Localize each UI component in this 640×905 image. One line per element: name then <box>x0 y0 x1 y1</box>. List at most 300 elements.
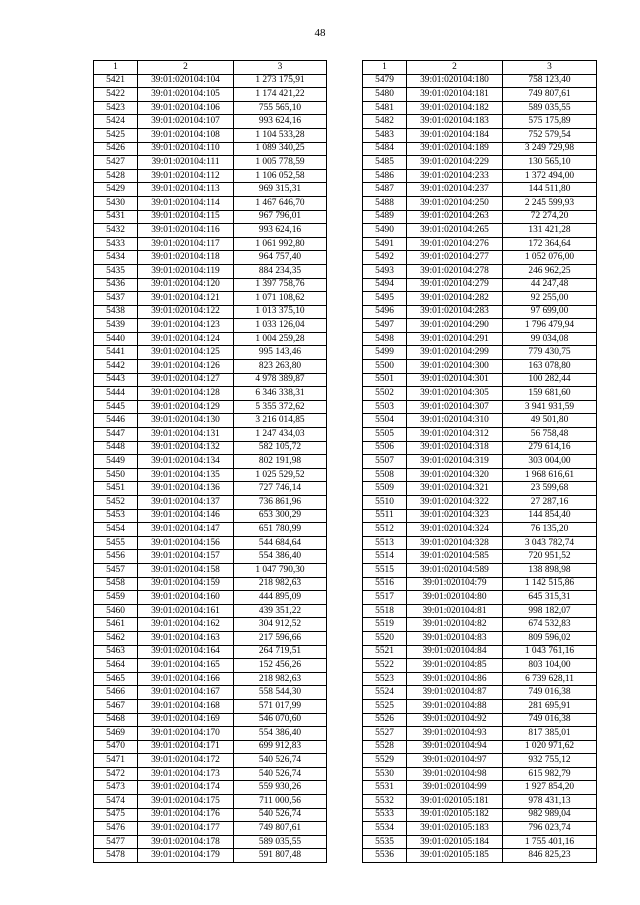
cadastral-number-cell: 39:01:020104:301 <box>407 373 503 387</box>
value-cell: 540 526,74 <box>234 754 327 768</box>
cadastral-number-cell: 39:01:020104:237 <box>407 183 503 197</box>
table-row <box>363 849 597 863</box>
row-number-cell: 5438 <box>94 305 138 319</box>
value-cell: 72 274,20 <box>503 210 597 224</box>
cadastral-number-cell: 39:01:020104:105 <box>138 88 234 102</box>
table-row <box>363 740 597 754</box>
cadastral-number-cell: 39:01:020104:110 <box>138 142 234 156</box>
value-cell: 554 386,40 <box>234 550 327 564</box>
row-number-cell: 5472 <box>94 767 138 781</box>
value-cell: 6 739 628,11 <box>503 672 597 686</box>
cadastral-number-cell: 39:01:020104:165 <box>138 659 234 673</box>
value-cell: 1 061 992,80 <box>234 237 327 251</box>
row-number-cell: 5496 <box>363 305 407 319</box>
row-number-cell: 5469 <box>94 727 138 741</box>
cadastral-number-cell: 39:01:020104:171 <box>138 740 234 754</box>
table-row <box>94 849 327 863</box>
value-cell: 727 746,14 <box>234 482 327 496</box>
cadastral-number-cell: 39:01:020104:99 <box>407 781 503 795</box>
value-cell: 1 755 401,16 <box>503 835 597 849</box>
row-number-cell: 5431 <box>94 210 138 224</box>
value-cell: 444 895,09 <box>234 591 327 605</box>
cadastral-number-cell: 39:01:020104:122 <box>138 305 234 319</box>
value-cell: 131 421,28 <box>503 224 597 238</box>
table-row <box>94 428 327 442</box>
row-number-cell: 5524 <box>363 686 407 700</box>
table-row <box>94 332 327 346</box>
value-cell: 884 234,35 <box>234 264 327 278</box>
value-cell: 546 070,60 <box>234 713 327 727</box>
row-number-cell: 5530 <box>363 767 407 781</box>
value-cell: 699 912,83 <box>234 740 327 754</box>
table-row <box>363 237 597 251</box>
value-cell: 993 624,16 <box>234 115 327 129</box>
value-cell: 1 273 175,91 <box>234 74 327 88</box>
row-number-cell: 5466 <box>94 686 138 700</box>
cadastral-number-cell: 39:01:020104:184 <box>407 128 503 142</box>
table-row <box>94 441 327 455</box>
value-cell: 752 579,54 <box>503 128 597 142</box>
row-number-cell: 5511 <box>363 509 407 523</box>
table-row <box>94 292 327 306</box>
table-row <box>94 278 327 292</box>
row-number-cell: 5422 <box>94 88 138 102</box>
cadastral-number-cell: 39:01:020104:156 <box>138 536 234 550</box>
table-row <box>363 468 597 482</box>
table-row <box>94 482 327 496</box>
table-left <box>93 60 327 863</box>
table-row <box>363 101 597 115</box>
value-cell: 3 043 782,74 <box>503 536 597 550</box>
row-number-cell: 5514 <box>363 550 407 564</box>
row-number-cell: 5441 <box>94 346 138 360</box>
table-row <box>363 400 597 414</box>
table-row <box>363 169 597 183</box>
cadastral-number-cell: 39:01:020104:117 <box>138 237 234 251</box>
row-number-cell: 5471 <box>94 754 138 768</box>
table-row <box>363 115 597 129</box>
table-row <box>363 332 597 346</box>
cadastral-number-cell: 39:01:020104:189 <box>407 142 503 156</box>
row-number-cell: 5528 <box>363 740 407 754</box>
cadastral-number-cell: 39:01:020104:129 <box>138 400 234 414</box>
row-number-cell: 5523 <box>363 672 407 686</box>
table-row <box>94 74 327 88</box>
row-number-cell: 5536 <box>363 849 407 863</box>
row-number-cell: 5529 <box>363 754 407 768</box>
table-row <box>363 496 597 510</box>
value-cell: 144 511,80 <box>503 183 597 197</box>
value-cell: 264 719,51 <box>234 645 327 659</box>
cadastral-number-cell: 39:01:020104:107 <box>138 115 234 129</box>
row-number-cell: 5450 <box>94 468 138 482</box>
row-number-cell: 5492 <box>363 251 407 265</box>
cadastral-number-cell: 39:01:020104:182 <box>407 101 503 115</box>
value-cell: 749 016,38 <box>503 686 597 700</box>
cadastral-number-cell: 39:01:020105:184 <box>407 835 503 849</box>
table-row <box>94 387 327 401</box>
row-number-cell: 5432 <box>94 224 138 238</box>
row-number-cell: 5516 <box>363 577 407 591</box>
value-cell: 3 216 014,85 <box>234 414 327 428</box>
value-cell: 159 681,60 <box>503 387 597 401</box>
value-cell: 3 941 931,59 <box>503 400 597 414</box>
cadastral-number-cell: 39:01:020105:185 <box>407 849 503 863</box>
value-cell: 582 105,72 <box>234 441 327 455</box>
cadastral-number-cell: 39:01:020104:176 <box>138 808 234 822</box>
row-number-cell: 5436 <box>94 278 138 292</box>
value-cell: 1 927 854,20 <box>503 781 597 795</box>
cadastral-number-cell: 39:01:020104:92 <box>407 713 503 727</box>
value-cell: 591 807,48 <box>234 849 327 863</box>
row-number-cell: 5421 <box>94 74 138 88</box>
table-row <box>94 699 327 713</box>
row-number-cell: 5429 <box>94 183 138 197</box>
row-number-cell: 5521 <box>363 645 407 659</box>
cadastral-number-cell: 39:01:020104:114 <box>138 196 234 210</box>
table-row <box>94 523 327 537</box>
cadastral-number-cell: 39:01:020104:157 <box>138 550 234 564</box>
row-number-cell: 5445 <box>94 400 138 414</box>
table-row <box>94 659 327 673</box>
cadastral-number-cell: 39:01:020104:324 <box>407 523 503 537</box>
cadastral-number-cell: 39:01:020104:310 <box>407 414 503 428</box>
value-cell: 97 699,00 <box>503 305 597 319</box>
cadastral-number-cell: 39:01:020104:168 <box>138 699 234 713</box>
row-number-cell: 5447 <box>94 428 138 442</box>
table-row <box>363 74 597 88</box>
value-cell: 558 544,30 <box>234 686 327 700</box>
cadastral-number-cell: 39:01:020104:130 <box>138 414 234 428</box>
value-cell: 281 695,91 <box>503 699 597 713</box>
row-number-cell: 5503 <box>363 400 407 414</box>
value-cell: 246 962,25 <box>503 264 597 278</box>
row-number-cell: 5451 <box>94 482 138 496</box>
table-row <box>94 822 327 836</box>
row-number-cell: 5463 <box>94 645 138 659</box>
row-number-cell: 5506 <box>363 441 407 455</box>
row-number-cell: 5462 <box>94 631 138 645</box>
cadastral-number-cell: 39:01:020104:134 <box>138 455 234 469</box>
cadastral-number-cell: 39:01:020104:159 <box>138 577 234 591</box>
table-row <box>94 115 327 129</box>
cadastral-number-cell: 39:01:020104:175 <box>138 795 234 809</box>
value-cell: 720 951,52 <box>503 550 597 564</box>
row-number-cell: 5468 <box>94 713 138 727</box>
value-cell: 1 142 515,86 <box>503 577 597 591</box>
table-row <box>363 523 597 537</box>
cadastral-number-cell: 39:01:020104:162 <box>138 618 234 632</box>
table-row <box>94 169 327 183</box>
row-number-cell: 5488 <box>363 196 407 210</box>
cadastral-number-cell: 39:01:020104:116 <box>138 224 234 238</box>
table-row <box>94 373 327 387</box>
value-cell: 995 143,46 <box>234 346 327 360</box>
value-cell: 5 355 372,62 <box>234 400 327 414</box>
table-row <box>363 808 597 822</box>
row-number-cell: 5522 <box>363 659 407 673</box>
cadastral-number-cell: 39:01:020104:278 <box>407 264 503 278</box>
row-number-cell: 5508 <box>363 468 407 482</box>
value-cell: 967 796,01 <box>234 210 327 224</box>
value-cell: 964 757,40 <box>234 251 327 265</box>
table-right <box>362 60 597 863</box>
cadastral-number-cell: 39:01:020104:307 <box>407 400 503 414</box>
value-cell: 172 364,64 <box>503 237 597 251</box>
value-cell: 138 898,98 <box>503 563 597 577</box>
value-cell: 802 191,98 <box>234 455 327 469</box>
cadastral-number-cell: 39:01:020104:108 <box>138 128 234 142</box>
row-number-cell: 5449 <box>94 455 138 469</box>
cadastral-number-cell: 39:01:020104:265 <box>407 224 503 238</box>
row-number-cell: 5446 <box>94 414 138 428</box>
cadastral-number-cell: 39:01:020104:320 <box>407 468 503 482</box>
row-number-cell: 5512 <box>363 523 407 537</box>
cadastral-number-cell: 39:01:020104:172 <box>138 754 234 768</box>
row-number-cell: 5425 <box>94 128 138 142</box>
table-row <box>363 618 597 632</box>
cadastral-number-cell: 39:01:020104:173 <box>138 767 234 781</box>
column-header: 3 <box>234 61 327 75</box>
table-row <box>363 360 597 374</box>
value-cell: 27 287,16 <box>503 496 597 510</box>
row-number-cell: 5481 <box>363 101 407 115</box>
cadastral-number-cell: 39:01:020104:94 <box>407 740 503 754</box>
table-row <box>94 305 327 319</box>
row-number-cell: 5520 <box>363 631 407 645</box>
column-header: 2 <box>407 61 503 75</box>
row-number-cell: 5479 <box>363 74 407 88</box>
table-row <box>94 509 327 523</box>
table-row <box>94 727 327 741</box>
value-cell: 304 912,52 <box>234 618 327 632</box>
table-row <box>94 713 327 727</box>
cadastral-number-cell: 39:01:020104:178 <box>138 835 234 849</box>
cadastral-number-cell: 39:01:020104:291 <box>407 332 503 346</box>
row-number-cell: 5485 <box>363 156 407 170</box>
row-number-cell: 5426 <box>94 142 138 156</box>
value-cell: 1 025 529,52 <box>234 468 327 482</box>
table-row <box>363 563 597 577</box>
row-number-cell: 5464 <box>94 659 138 673</box>
table-row <box>94 224 327 238</box>
cadastral-number-cell: 39:01:020104:127 <box>138 373 234 387</box>
table-row <box>363 835 597 849</box>
cadastral-number-cell: 39:01:020104:128 <box>138 387 234 401</box>
row-number-cell: 5476 <box>94 822 138 836</box>
table-row <box>363 767 597 781</box>
value-cell: 144 854,40 <box>503 509 597 523</box>
cadastral-number-cell: 39:01:020104:125 <box>138 346 234 360</box>
row-number-cell: 5526 <box>363 713 407 727</box>
cadastral-number-cell: 39:01:020104:86 <box>407 672 503 686</box>
value-cell: 99 034,08 <box>503 332 597 346</box>
table-row <box>94 618 327 632</box>
cadastral-number-cell: 39:01:020104:121 <box>138 292 234 306</box>
value-cell: 56 758,48 <box>503 428 597 442</box>
table-row <box>94 835 327 849</box>
row-number-cell: 5489 <box>363 210 407 224</box>
value-cell: 615 982,79 <box>503 767 597 781</box>
table-row <box>363 128 597 142</box>
value-cell: 44 247,48 <box>503 278 597 292</box>
table-row <box>363 441 597 455</box>
cadastral-number-cell: 39:01:020104:118 <box>138 251 234 265</box>
row-number-cell: 5424 <box>94 115 138 129</box>
cadastral-number-cell: 39:01:020104:290 <box>407 319 503 333</box>
value-cell: 749 807,61 <box>503 88 597 102</box>
value-cell: 303 004,00 <box>503 455 597 469</box>
column-header: 2 <box>138 61 234 75</box>
cadastral-number-cell: 39:01:020104:163 <box>138 631 234 645</box>
table-row <box>363 713 597 727</box>
table-row <box>94 455 327 469</box>
value-cell: 1 052 076,00 <box>503 251 597 265</box>
cadastral-number-cell: 39:01:020104:88 <box>407 699 503 713</box>
cadastral-number-cell: 39:01:020105:183 <box>407 822 503 836</box>
row-number-cell: 5494 <box>363 278 407 292</box>
row-number-cell: 5478 <box>94 849 138 863</box>
row-number-cell: 5509 <box>363 482 407 496</box>
cadastral-number-cell: 39:01:020104:85 <box>407 659 503 673</box>
value-cell: 1 467 646,70 <box>234 196 327 210</box>
table-row <box>363 509 597 523</box>
row-number-cell: 5453 <box>94 509 138 523</box>
cadastral-number-cell: 39:01:020104:136 <box>138 482 234 496</box>
cadastral-number-cell: 39:01:020104:319 <box>407 455 503 469</box>
table-row <box>94 360 327 374</box>
table-row <box>363 264 597 278</box>
page-number: 48 <box>314 27 326 39</box>
cadastral-number-cell: 39:01:020104:229 <box>407 156 503 170</box>
table-row <box>363 645 597 659</box>
row-number-cell: 5513 <box>363 536 407 550</box>
table-row <box>94 142 327 156</box>
value-cell: 1 104 533,28 <box>234 128 327 142</box>
cadastral-number-cell: 39:01:020104:276 <box>407 237 503 251</box>
row-number-cell: 5507 <box>363 455 407 469</box>
table-row <box>94 496 327 510</box>
value-cell: 218 982,63 <box>234 672 327 686</box>
cadastral-number-cell: 39:01:020104:322 <box>407 496 503 510</box>
value-cell: 152 456,26 <box>234 659 327 673</box>
table-row <box>94 536 327 550</box>
row-number-cell: 5532 <box>363 795 407 809</box>
value-cell: 1 174 421,22 <box>234 88 327 102</box>
table-row <box>363 727 597 741</box>
table-row <box>94 210 327 224</box>
row-number-cell: 5475 <box>94 808 138 822</box>
table-row <box>94 686 327 700</box>
table-row <box>363 699 597 713</box>
row-number-cell: 5430 <box>94 196 138 210</box>
row-number-cell: 5534 <box>363 822 407 836</box>
cadastral-number-cell: 39:01:020104:80 <box>407 591 503 605</box>
row-number-cell: 5517 <box>363 591 407 605</box>
row-number-cell: 5442 <box>94 360 138 374</box>
cadastral-number-cell: 39:01:020104:233 <box>407 169 503 183</box>
cadastral-number-cell: 39:01:020104:299 <box>407 346 503 360</box>
value-cell: 2 245 599,93 <box>503 196 597 210</box>
table-row <box>94 604 327 618</box>
value-cell: 653 300,29 <box>234 509 327 523</box>
cadastral-number-cell: 39:01:020104:166 <box>138 672 234 686</box>
row-number-cell: 5467 <box>94 699 138 713</box>
row-number-cell: 5484 <box>363 142 407 156</box>
table-row <box>363 196 597 210</box>
value-cell: 651 780,99 <box>234 523 327 537</box>
table-row <box>94 346 327 360</box>
row-number-cell: 5455 <box>94 536 138 550</box>
value-cell: 817 385,01 <box>503 727 597 741</box>
cadastral-number-cell: 39:01:020104:282 <box>407 292 503 306</box>
column-header: 1 <box>363 61 407 75</box>
cadastral-number-cell: 39:01:020105:181 <box>407 795 503 809</box>
cadastral-number-cell: 39:01:020104:277 <box>407 251 503 265</box>
value-cell: 100 282,44 <box>503 373 597 387</box>
table-row <box>94 128 327 142</box>
column-header: 3 <box>503 61 597 75</box>
row-number-cell: 5487 <box>363 183 407 197</box>
value-cell: 217 596,66 <box>234 631 327 645</box>
cadastral-number-cell: 39:01:020104:321 <box>407 482 503 496</box>
table-row <box>94 414 327 428</box>
value-cell: 758 123,40 <box>503 74 597 88</box>
cadastral-number-cell: 39:01:020104:283 <box>407 305 503 319</box>
table-row <box>94 672 327 686</box>
value-cell: 559 930,26 <box>234 781 327 795</box>
row-number-cell: 5495 <box>363 292 407 306</box>
value-cell: 993 624,16 <box>234 224 327 238</box>
value-cell: 1 004 259,28 <box>234 332 327 346</box>
value-cell: 589 035,55 <box>503 101 597 115</box>
value-cell: 736 861,96 <box>234 496 327 510</box>
row-number-cell: 5527 <box>363 727 407 741</box>
table-row <box>363 591 597 605</box>
table-row <box>363 659 597 673</box>
row-number-cell: 5480 <box>363 88 407 102</box>
cadastral-number-cell: 39:01:020104:87 <box>407 686 503 700</box>
value-cell: 6 346 338,31 <box>234 387 327 401</box>
value-cell: 803 104,00 <box>503 659 597 673</box>
table-row <box>94 563 327 577</box>
row-number-cell: 5483 <box>363 128 407 142</box>
table-row <box>94 183 327 197</box>
cadastral-number-cell: 39:01:020104:112 <box>138 169 234 183</box>
table-row <box>363 319 597 333</box>
value-cell: 1 089 340,25 <box>234 142 327 156</box>
value-cell: 1 106 052,58 <box>234 169 327 183</box>
row-number-cell: 5458 <box>94 577 138 591</box>
cadastral-number-cell: 39:01:020104:174 <box>138 781 234 795</box>
table-row <box>363 577 597 591</box>
value-cell: 279 614,16 <box>503 441 597 455</box>
table-row <box>94 468 327 482</box>
row-number-cell: 5518 <box>363 604 407 618</box>
table-row <box>94 264 327 278</box>
row-number-cell: 5515 <box>363 563 407 577</box>
table-header-row <box>363 61 597 75</box>
value-cell: 575 175,89 <box>503 115 597 129</box>
table-row <box>363 631 597 645</box>
value-cell: 76 135,20 <box>503 523 597 537</box>
table-row <box>94 740 327 754</box>
cadastral-number-cell: 39:01:020104:177 <box>138 822 234 836</box>
table-row <box>94 400 327 414</box>
cadastral-number-cell: 39:01:020104:250 <box>407 196 503 210</box>
cadastral-number-cell: 39:01:020104:179 <box>138 849 234 863</box>
value-cell: 796 023,74 <box>503 822 597 836</box>
